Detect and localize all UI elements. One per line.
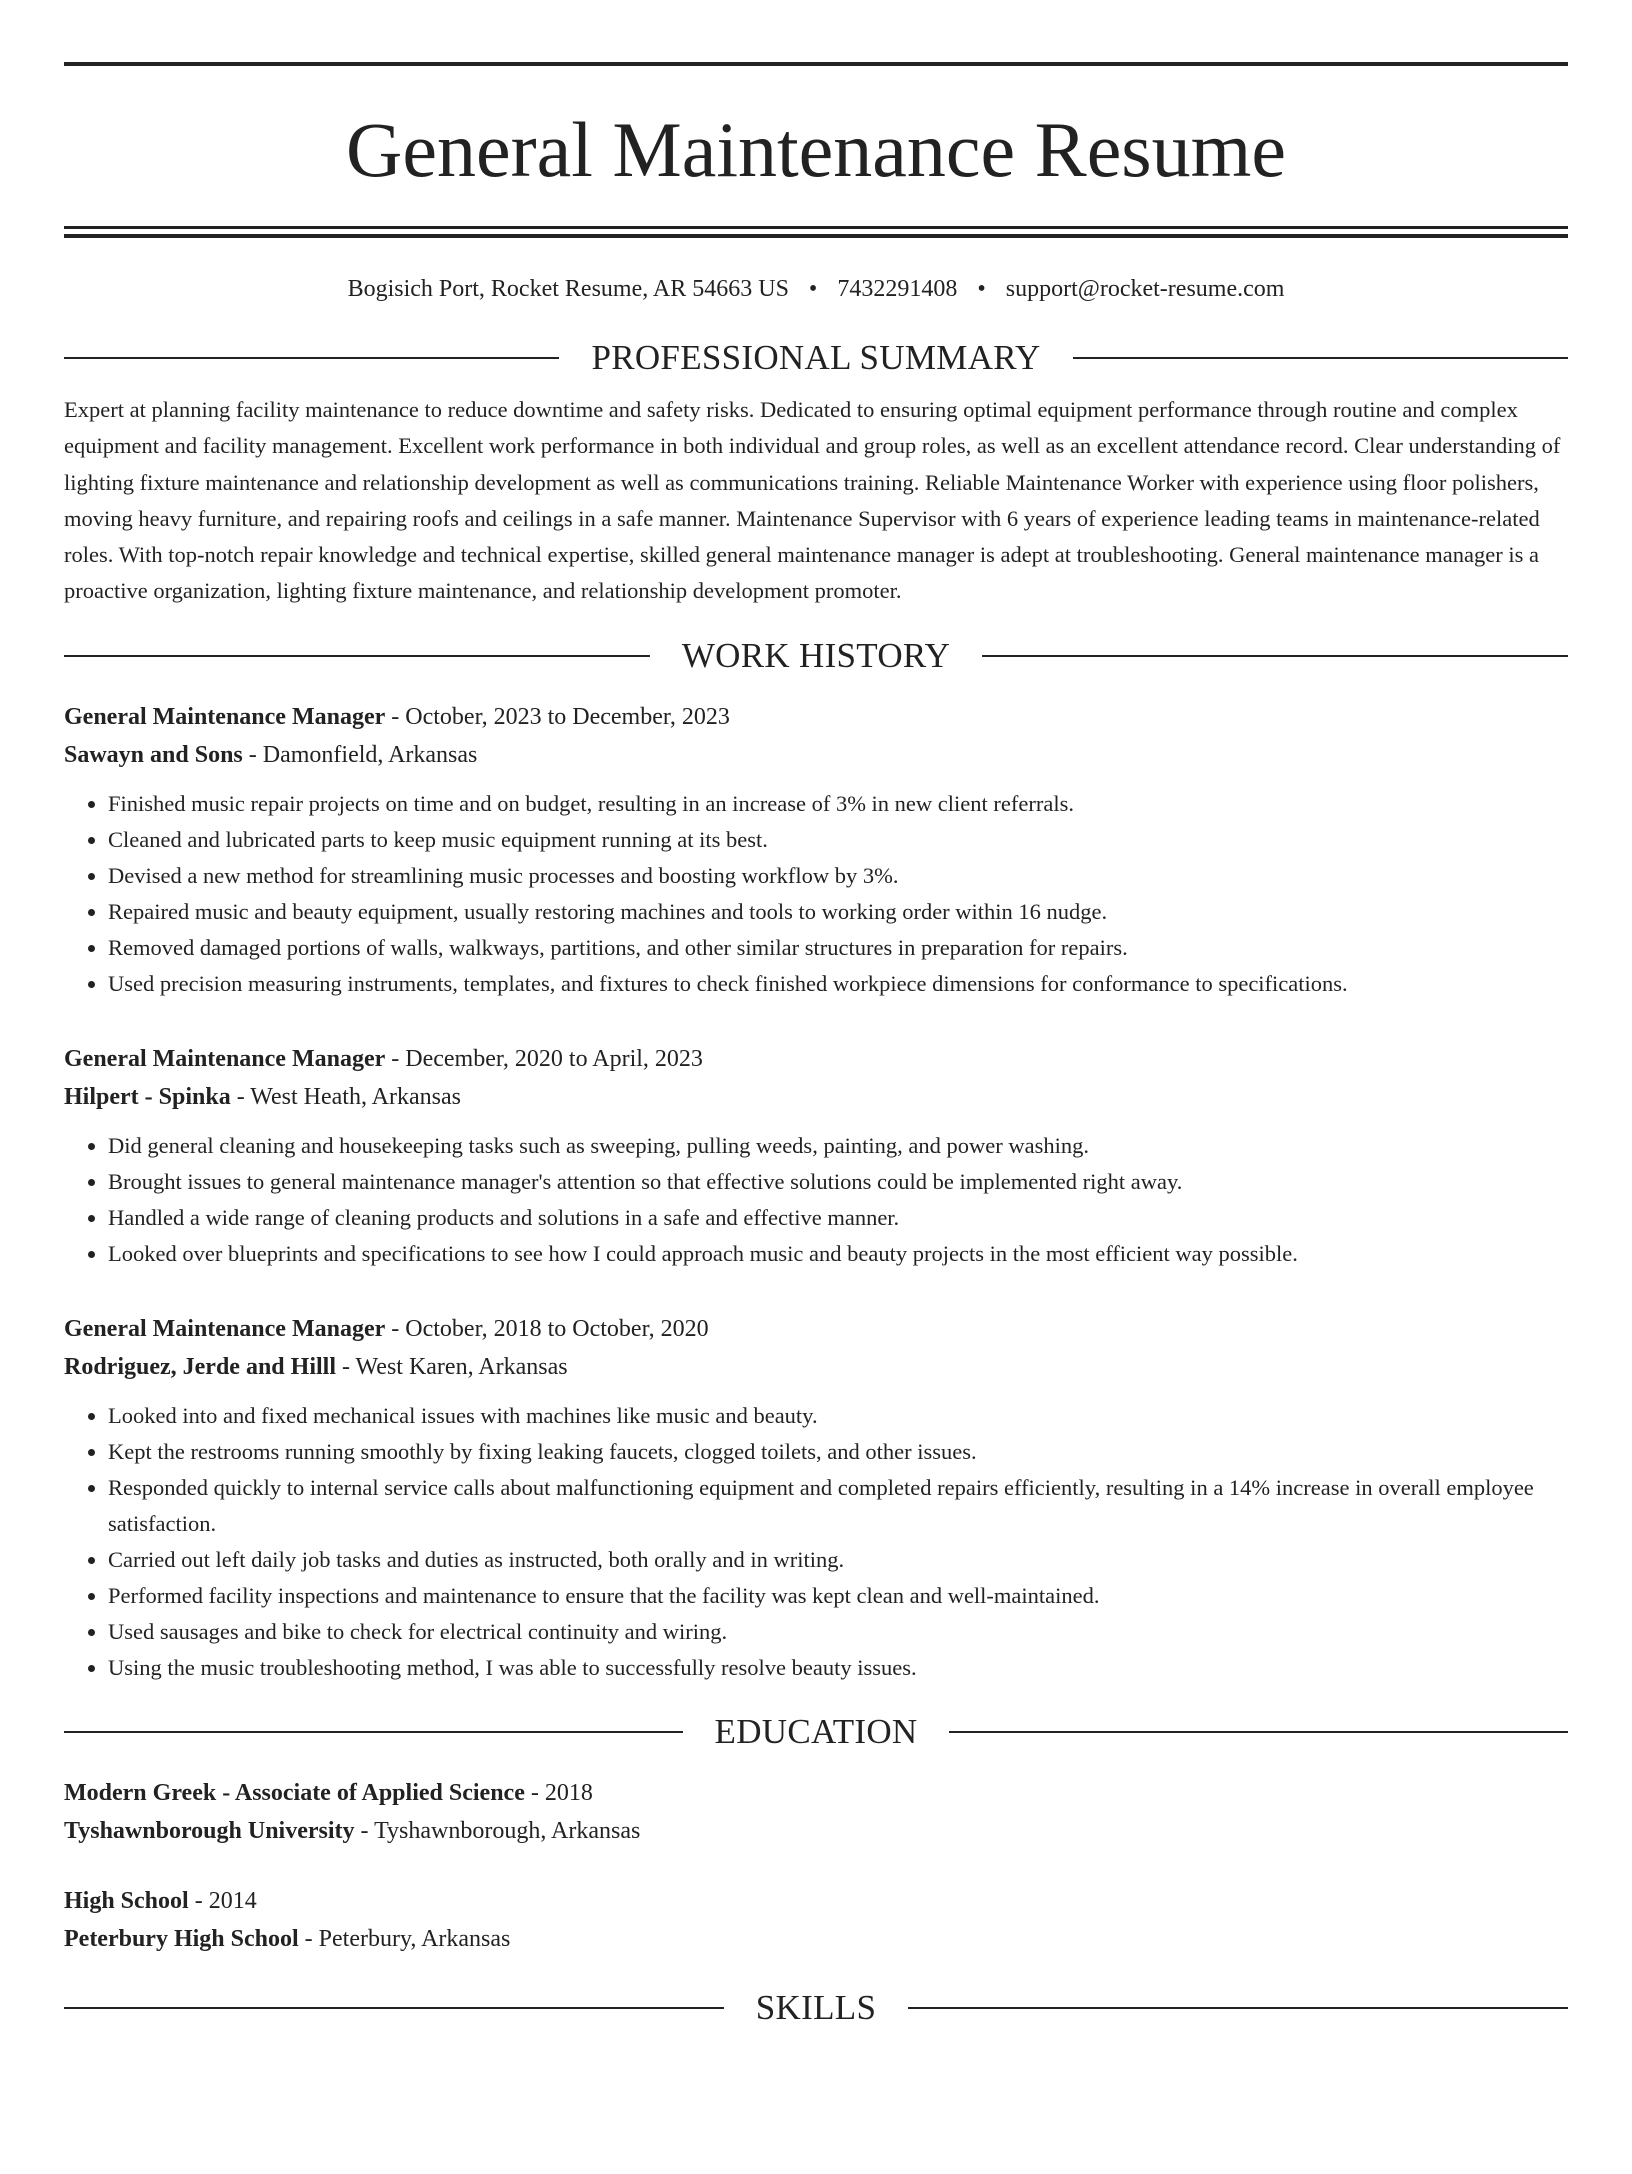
resume-title: General Maintenance Resume <box>346 106 1286 193</box>
heading-rule-left <box>64 2007 724 2009</box>
job-company: Sawayn and Sons <box>64 741 243 768</box>
job-bullet: • Devised a new method for streamlining music processes and boosting workflow by 3%. <box>108 858 1568 894</box>
education-school-line <box>64 1920 1568 1958</box>
job-bullet: • Used precision measuring instruments, templates, and fixtures to check finished workpiece dimensions for conformance to specifications. <box>108 966 1568 1002</box>
section-title: EDUCATION <box>714 1711 918 1751</box>
job-dates: - December, 2020 to April, 2023 <box>385 1045 703 1072</box>
job-bullet: • Performed facility inspections and maintenance to ensure that the facility was kept clean and well-maintained. <box>108 1578 1568 1614</box>
job-bullet: • Looked into and fixed mechanical issues with machines like music and beauty. <box>108 1398 1568 1434</box>
job-title: General Maintenance Manager <box>64 1315 386 1342</box>
job-location: - Damonfield, Arkansas <box>242 741 478 768</box>
job-bullet: • Brought issues to general maintenance manager's attention so that effective solutions could be implemented right away. <box>108 1164 1568 1200</box>
contact-email: support@rocket-resume.com <box>1005 276 1285 302</box>
job-title-line <box>64 698 1568 736</box>
education-year: - 2014 <box>188 1887 257 1914</box>
job-title-line <box>64 1040 1568 1078</box>
job-bullets <box>64 1398 1568 1686</box>
job-title-line <box>64 1310 1568 1348</box>
job-bullet: • Using the music troubleshooting method, I was able to successfully resolve beauty issues. <box>108 1650 1568 1686</box>
job-dates: - October, 2023 to December, 2023 <box>385 703 730 730</box>
contact-address: Bogisich Port, Rocket Resume, AR 54663 US <box>347 276 789 302</box>
education-entry <box>64 1882 1568 1958</box>
heading-rule-right <box>908 2007 1568 2009</box>
education-location: - Tyshawnborough, Arkansas <box>354 1817 641 1844</box>
education-school-line <box>64 1812 1568 1850</box>
resume-page <box>0 62 1632 2174</box>
job-company: Hilpert - Spinka <box>64 1083 231 1110</box>
job-title: General Maintenance Manager <box>64 703 386 730</box>
title-double-rule <box>64 226 1568 238</box>
job-company-line <box>64 1078 1568 1116</box>
top-rule <box>64 62 1568 66</box>
education-school: Tyshawnborough University <box>64 1817 355 1844</box>
job-bullet: • Responded quickly to internal service calls about malfunctioning equipment and completed repairs efficiently, resulting in a 14% increase in overall employee satisfaction. <box>108 1470 1568 1542</box>
job-bullets <box>64 1128 1568 1272</box>
section-title: PROFESSIONAL SUMMARY <box>591 338 1041 377</box>
job-location: - West Karen, Arkansas <box>336 1353 568 1380</box>
heading-rule-left <box>64 357 559 359</box>
job-bullet: • Handled a wide range of cleaning products and solutions in a safe and effective manner. <box>108 1200 1568 1236</box>
job-entry <box>64 1040 1568 1272</box>
section-heading-summary <box>64 338 1568 378</box>
heading-rule-right <box>1073 357 1568 359</box>
job-entry <box>64 698 1568 1002</box>
education-degree-line <box>64 1774 1568 1812</box>
job-title: General Maintenance Manager <box>64 1045 386 1072</box>
contact-line <box>64 274 1568 304</box>
education-entry <box>64 1774 1568 1850</box>
section-title: SKILLS <box>755 1987 877 2027</box>
summary-text: Expert at planning facility maintenance to reduce downtime and safety risks. Dedicated to ensuring optimal equipment performance through routine and complex equipment and facility management. Excellent work performance in both individual and group roles, as well as an excellent attendance record. Clear understanding of lighting fixture maintenance and relationship development as well as communications training. Reliable Maintenance Worker with experience using floor polishers, moving heavy furniture, and repairing roofs and ceilings in a safe manner. Maintenance Supervisor with 6 years of experience leading teams in maintenance-related roles. With top-notch repair knowledge and technical expertise, skilled general maintenance manager is adept at troubleshooting. General maintenance manager is a proactive organization, lighting fixture maintenance, and relationship development promoter. <box>64 397 1561 604</box>
job-bullet: • Used sausages and bike to check for electrical continuity and wiring. <box>108 1614 1568 1650</box>
heading-rule-left <box>64 655 650 657</box>
education-degree: High School <box>64 1887 189 1914</box>
job-bullets <box>64 786 1568 1002</box>
contact-phone: 7432291408 <box>837 276 958 302</box>
job-bullet: • Did general cleaning and housekeeping tasks such as sweeping, pulling weeds, painting, and power washing. <box>108 1128 1568 1164</box>
job-entry <box>64 1310 1568 1686</box>
job-location: - West Heath, Arkansas <box>230 1083 461 1110</box>
job-bullet: • Removed damaged portions of walls, walkways, partitions, and other similar structures in preparation for repairs. <box>108 930 1568 966</box>
job-company-line <box>64 1348 1568 1386</box>
education-location: - Peterbury, Arkansas <box>298 1925 511 1952</box>
heading-rule-left <box>64 1731 683 1733</box>
contact-separator: • <box>808 276 818 302</box>
section-heading-work-history <box>64 636 1568 676</box>
heading-rule-right <box>949 1731 1568 1733</box>
job-bullet: • Carried out left daily job tasks and duties as instructed, both orally and in writing. <box>108 1542 1568 1578</box>
heading-rule-right <box>982 655 1568 657</box>
section-title: WORK HISTORY <box>681 635 951 675</box>
job-company: Rodriguez, Jerde and Hilll <box>64 1353 336 1380</box>
section-heading-education <box>64 1712 1568 1752</box>
job-company-line <box>64 736 1568 774</box>
section-heading-skills <box>64 1988 1568 2028</box>
job-bullet: • Cleaned and lubricated parts to keep music equipment running at its best. <box>108 822 1568 858</box>
job-bullet: • Finished music repair projects on time and on budget, resulting in an increase of 3% in new client referrals. <box>108 786 1568 822</box>
contact-separator: • <box>977 276 986 302</box>
job-bullet: • Repaired music and beauty equipment, usually restoring machines and tools to working order within 16 nudge. <box>108 894 1568 930</box>
education-degree-line <box>64 1882 1568 1920</box>
job-bullet: • Kept the restrooms running smoothly by fixing leaking faucets, clogged toilets, and other issues. <box>108 1434 1568 1470</box>
job-dates: - October, 2018 to October, 2020 <box>385 1315 709 1342</box>
job-bullet: • Looked over blueprints and specifications to see how I could approach music and beauty projects in the most efficient way possible. <box>108 1236 1568 1272</box>
education-degree: Modern Greek - Associate of Applied Science <box>64 1779 525 1806</box>
education-year: - 2018 <box>524 1779 593 1806</box>
education-school: Peterbury High School <box>64 1925 299 1952</box>
